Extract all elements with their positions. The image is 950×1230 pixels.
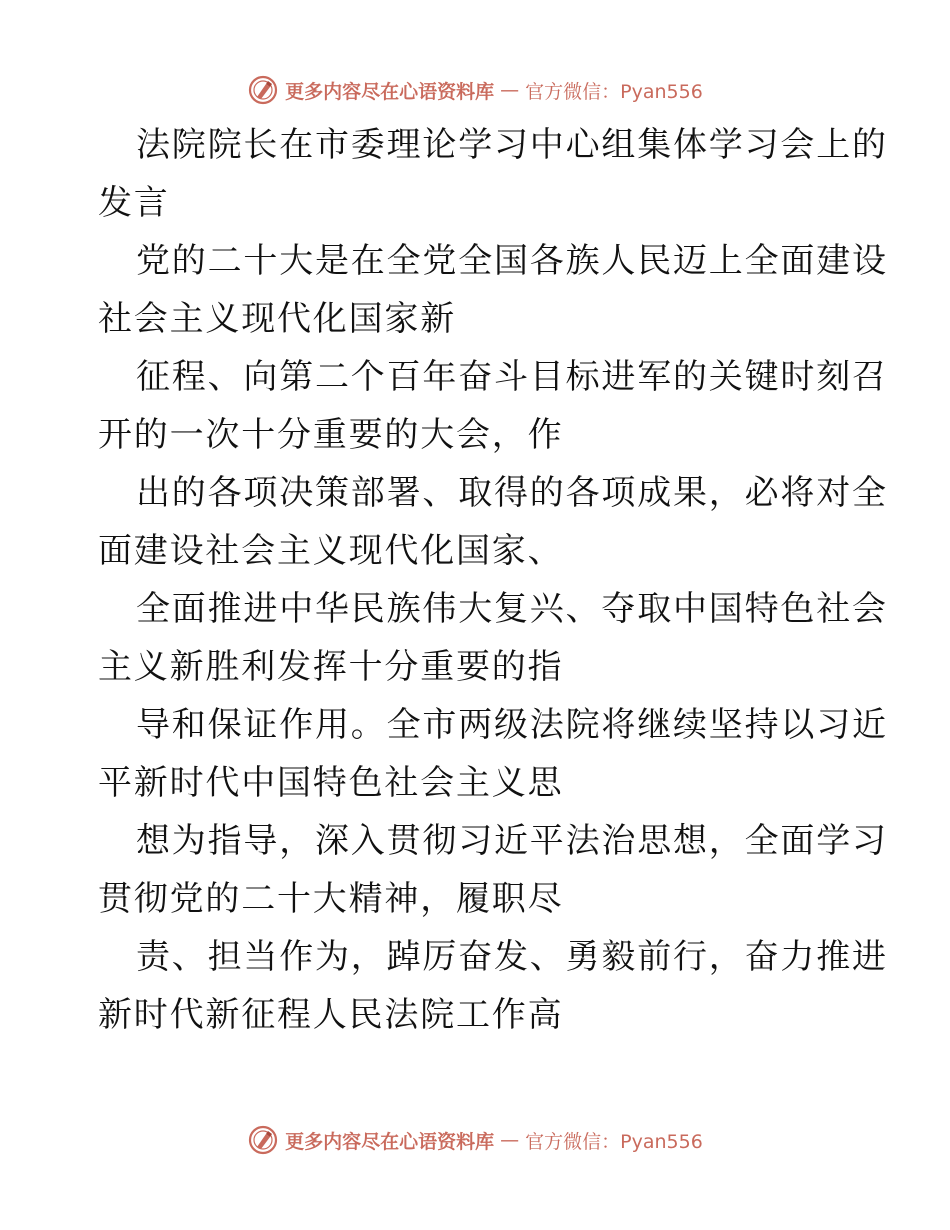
paragraph-line: 面建设社会主义现代化国家、 [98,531,564,571]
paragraph-2 [98,232,888,348]
pen-logo-icon [247,1124,279,1156]
paragraph-line: 党的二十大是在全党全国各族人民迈上全面建设 [136,241,888,281]
paragraph-line: 新时代新征程人民法院工作高 [98,995,564,1035]
paragraph-line: 主义新胜利发挥十分重要的指 [98,647,564,687]
footer-watermark [0,1120,950,1160]
watermark-brand: 更多内容尽在心语资料库 [285,80,495,103]
paragraph-line: 出的各项决策部署、取得的各项成果，必将对全 [136,473,888,513]
paragraph-line: 社会主义现代化国家新 [98,299,456,339]
paragraph-line: 平新时代中国特色社会主义思 [98,763,564,803]
paragraph-line: 开的一次十分重要的大会，作 [98,415,564,455]
document-body [98,116,888,1044]
watermark-brand: 更多内容尽在心语资料库 [285,1130,495,1153]
header-watermark [0,70,950,110]
watermark-separator: — [500,1129,520,1151]
paragraph-line: 导和保证作用。全市两级法院将继续坚持以习近 [136,705,888,745]
paragraph-line: 全面推进中华民族伟大复兴、夺取中国特色社会 [136,589,888,629]
pen-logo-icon [247,74,279,106]
paragraph-line: 法院院长在市委理论学习中心组集体学习会上的 [136,125,888,165]
paragraph-line: 征程、向第二个百年奋斗目标进军的关键时刻召 [136,357,888,397]
paragraph-3 [98,348,888,464]
paragraph-1 [98,116,888,232]
paragraph-5 [98,580,888,696]
paragraph-line: 责、担当作为，踔厉奋发、勇毅前行，奋力推进 [136,937,888,977]
watermark-account: 官方微信：Pyan556 [525,80,703,103]
paragraph-line: 发言 [98,183,170,223]
paragraph-6 [98,696,888,812]
paragraph-8 [98,928,888,1044]
paragraph-line: 贯彻党的二十大精神，履职尽 [98,879,564,919]
paragraph-4 [98,464,888,580]
watermark-separator: — [500,79,520,101]
paragraph-7 [98,812,888,928]
watermark-account: 官方微信：Pyan556 [525,1130,703,1153]
paragraph-line: 想为指导，深入贯彻习近平法治思想，全面学习 [136,821,888,861]
